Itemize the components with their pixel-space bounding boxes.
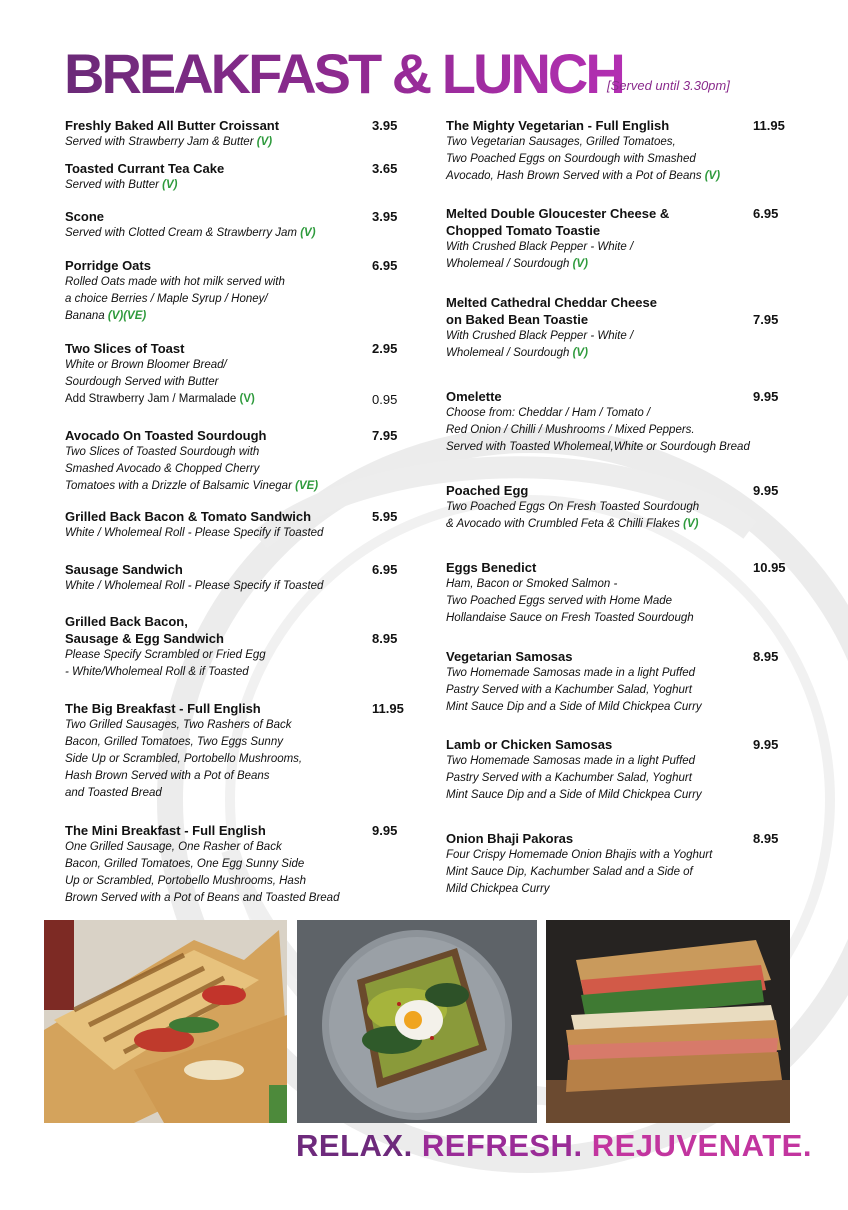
item-price: 8.95 (753, 649, 779, 664)
item-price: 9.95 (753, 483, 779, 498)
item-price: 8.95 (372, 631, 398, 646)
item-price: 2.95 (372, 341, 398, 356)
menu-item-scone: Scone Served with Clotted Cream & Strawberry Jam (V) (65, 209, 316, 239)
extra-price: 0.95 (372, 392, 398, 407)
item-price: 9.95 (753, 737, 779, 752)
item-price: 3.95 (372, 209, 398, 224)
item-price: 11.95 (372, 701, 404, 716)
menu-item-porridge: Porridge Oats Rolled Oats made with hot milk served with a choice Berries / Maple Syrup / Honey/ Banana (V)(VE) (65, 258, 285, 322)
item-price: 7.95 (753, 312, 779, 327)
served-until-note: [Served until 3.30pm] (607, 78, 730, 93)
menu-item-gloucester-toastie: Melted Double Gloucester Cheese & Chopped Tomato Toastie With Crushed Black Pepper - White / Wholemeal / Sourdough (V) (446, 206, 670, 270)
photo-avocado-egg-toast (297, 920, 537, 1123)
menu-item-bacon-sausage-egg-sandwich: Grilled Back Bacon, Sausage & Egg Sandwich Please Specify Scrambled or Fried Egg - White/Wholemeal Roll & if Toasted (65, 614, 266, 678)
item-price: 11.95 (753, 118, 785, 133)
menu-item-eggs-benedict: Eggs Benedict Ham, Bacon or Smoked Salmon - Two Poached Eggs served with Home Made Hollandaise Sauce on Fresh Toasted Sourdough (446, 560, 694, 624)
item-price: 6.95 (372, 258, 398, 273)
menu-item-cheddar-bean-toastie: Melted Cathedral Cheddar Cheese on Baked Bean Toastie With Crushed Black Pepper - White / Wholemeal / Sourdough (V) (446, 295, 657, 359)
photo-club-sandwich (546, 920, 790, 1123)
item-price: 3.95 (372, 118, 398, 133)
menu-item-onion-bhaji: Onion Bhaji Pakoras Four Crispy Homemade Onion Bhajis with a Yoghurt Mint Sauce Dip, Kachumber Salad and a Side of Mild Chickpea Curry (446, 831, 713, 895)
menu-item-vegetarian-samosas: Vegetarian Samosas Two Homemade Samosas made in a light Puffed Pastry Served with a Kachumber Salad, Yoghurt Mint Sauce Dip and a Side of Mild Chickpea Curry (446, 649, 702, 713)
tagline-rejuvenate: REJUVENATE. (591, 1128, 812, 1163)
menu-item-sausage-sandwich: Sausage Sandwich White / Wholemeal Roll - Please Specify if Toasted (65, 562, 324, 592)
menu-item-avocado-toast: Avocado On Toasted Sourdough Two Slices of Toasted Sourdough with Smashed Avocado & Chopped Cherry Tomatoes with a Drizzle of Balsamic Vinegar (VE) (65, 428, 319, 492)
menu-item-omelette: Omelette Choose from: Cheddar / Ham / Tomato / Red Onion / Chilli / Mushrooms / Mixed Peppers. Served with Toasted Wholemeal,White or Sourdough Bread (446, 389, 750, 453)
photo-grilled-sandwich (44, 920, 287, 1123)
menu-title: BREAKFAST & LUNCH (64, 42, 623, 105)
item-price: 9.95 (753, 389, 779, 404)
item-price: 6.95 (372, 562, 398, 577)
item-price: 7.95 (372, 428, 398, 443)
menu-item-mighty-vegetarian: The Mighty Vegetarian - Full English Two Vegetarian Sausages, Grilled Tomatoes, Two Poached Eggs on Sourdough with Smashed Avocado, Hash Brown Served with a Pot of Beans (V) (446, 118, 721, 182)
tagline-refresh: REFRESH. (421, 1128, 583, 1163)
menu-item-mini-breakfast: The Mini Breakfast - Full English One Grilled Sausage, One Rasher of Back Bacon, Grilled Tomatoes, One Egg Sunny Side Up or Scrambled, Portobello Mushrooms, Hash Brown Served with a Pot of Beans and Toasted Bread (65, 823, 340, 904)
menu-item-tea-cake: Toasted Currant Tea Cake Served with Butter (V) (65, 161, 225, 191)
tagline-relax: RELAX. (296, 1128, 413, 1163)
item-price: 9.95 (372, 823, 398, 838)
item-price: 8.95 (753, 831, 779, 846)
menu-item-bacon-tomato-sandwich: Grilled Back Bacon & Tomato Sandwich White / Wholemeal Roll - Please Specify if Toasted (65, 509, 324, 539)
item-price: 6.95 (753, 206, 779, 221)
menu-item-croissant: Freshly Baked All Butter Croissant Served with Strawberry Jam & Butter (V) (65, 118, 280, 148)
menu-item-big-breakfast: The Big Breakfast - Full English Two Grilled Sausages, Two Rashers of Back Bacon, Grilled Tomatoes, Two Eggs Sunny Side Up or Scrambled, Portobello Mushrooms, Hash Brown Served with a Pot of Beans and Toasted Bread (65, 701, 303, 799)
item-price: 10.95 (753, 560, 786, 575)
item-price: 5.95 (372, 509, 398, 524)
menu-item-toast: Two Slices of Toast White or Brown Bloomer Bread/ Sourdough Served with Butter Add Strawberry Jam / Marmalade (V) (65, 341, 255, 405)
item-price: 3.65 (372, 161, 398, 176)
menu-item-poached-egg: Poached Egg Two Poached Eggs On Fresh Toasted Sourdough & Avocado with Crumbled Feta & Chilli Flakes (V) (446, 483, 700, 530)
tagline (296, 1128, 812, 1164)
menu-item-meat-samosas: Lamb or Chicken Samosas Two Homemade Samosas made in a light Puffed Pastry Served with a Kachumber Salad, Yoghurt Mint Sauce Dip and a Side of Mild Chickpea Curry (446, 737, 702, 801)
